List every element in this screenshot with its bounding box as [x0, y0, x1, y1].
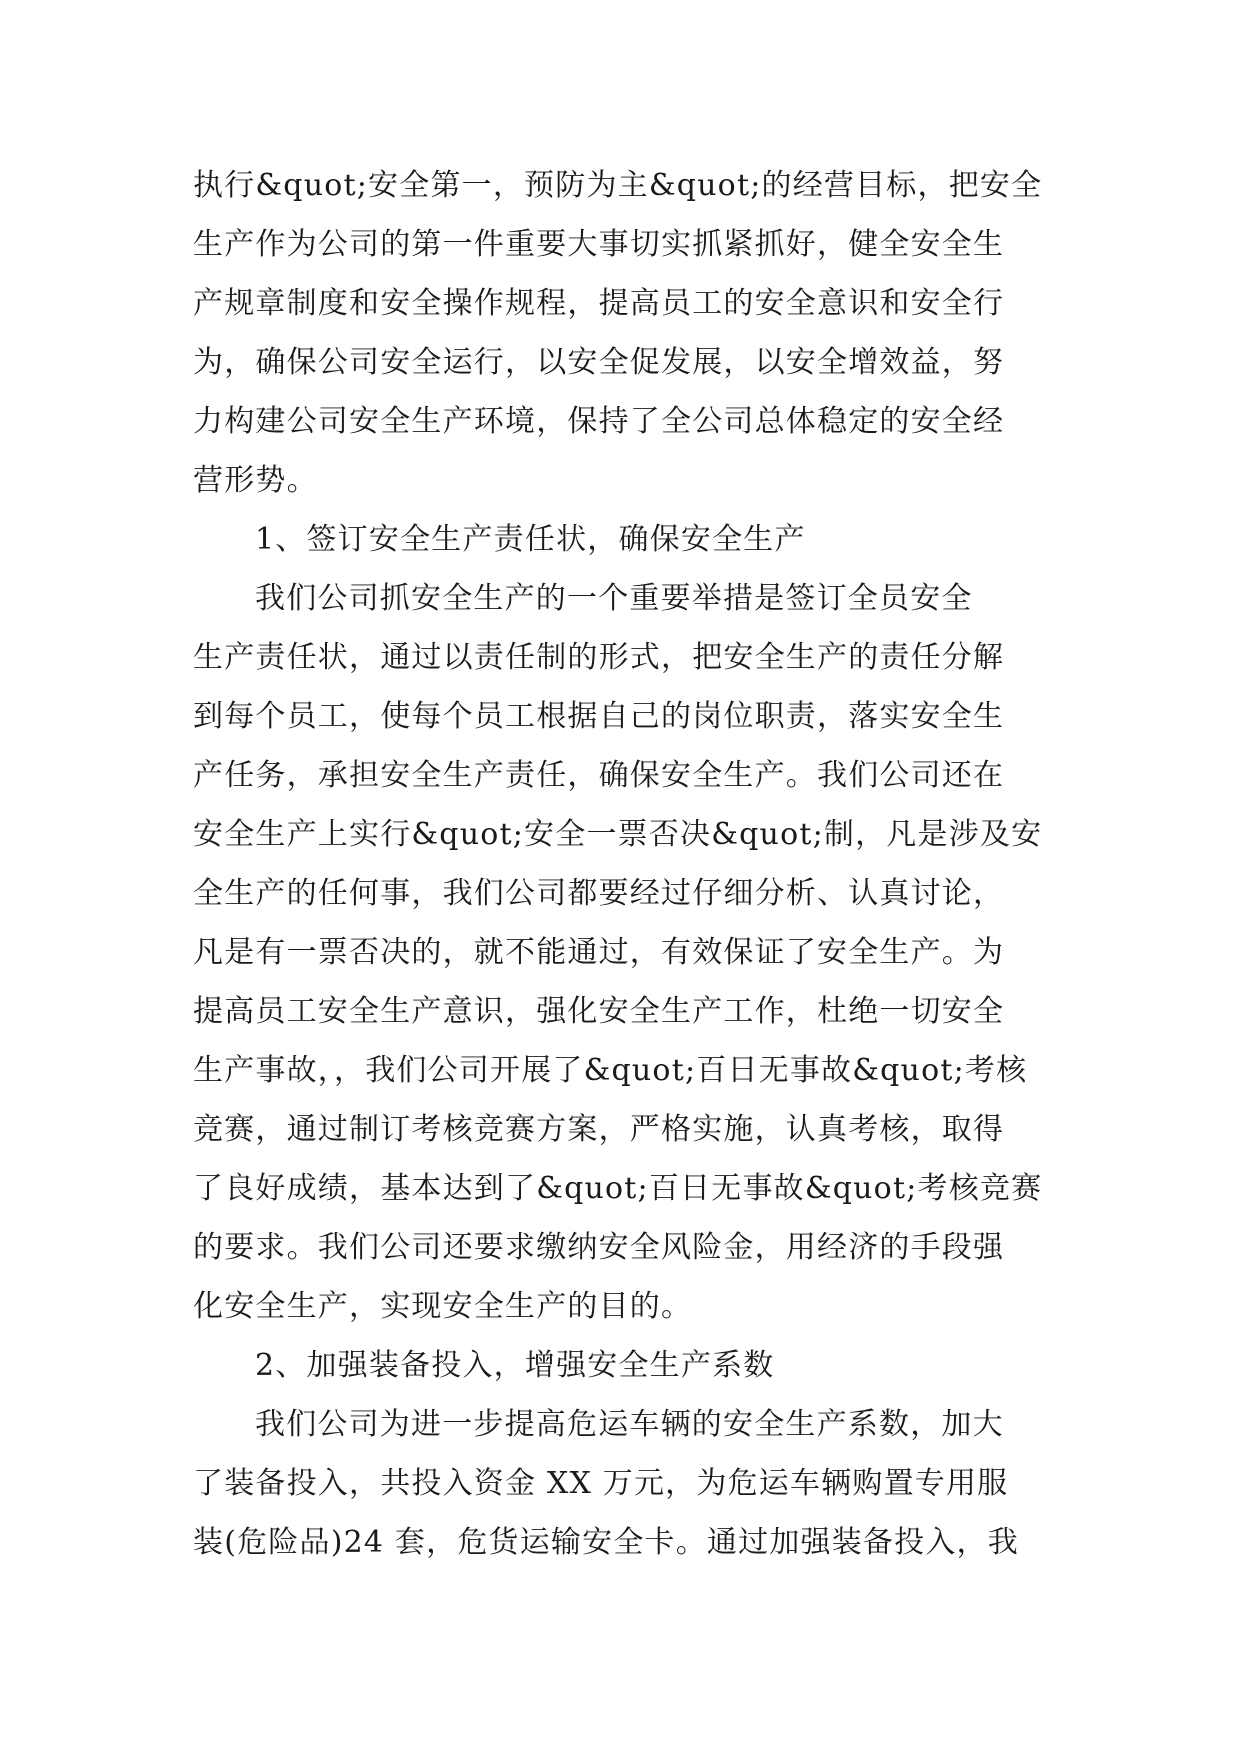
paragraph-line: 了装备投入，共投入资金 XX 万元，为危运车辆购置专用服 — [193, 1466, 1009, 1501]
paragraph-line: 力构建公司安全生产环境，保持了全公司总体稳定的安全经 — [193, 404, 1005, 439]
paragraph-line: 安全生产上实行&quot;安全一票否决&quot;制，凡是涉及安 — [193, 817, 1043, 852]
paragraph-line: 生产责任状，通过以责任制的形式，把安全生产的责任分解 — [193, 640, 1005, 675]
paragraph-line: 营形势。 — [193, 463, 318, 498]
section-heading-1: 1、签订安全生产责任状，确保安全生产 — [255, 522, 806, 557]
paragraph-line: 生产作为公司的第一件重要大事切实抓紧抓好，健全安全生 — [193, 227, 1005, 262]
paragraph-line: 凡是有一票否决的，就不能通过，有效保证了安全生产。为 — [193, 935, 1005, 970]
paragraph-line: 到每个员工，使每个员工根据自己的岗位职责，落实安全生 — [193, 699, 1005, 734]
paragraph-line: 生产事故，，我们公司开展了&quot;百日无事故&quot;考核 — [193, 1053, 1028, 1088]
paragraph-line: 了良好成绩，基本达到了&quot;百日无事故&quot;考核竞赛 — [193, 1171, 1043, 1206]
document-body — [193, 156, 1053, 1572]
paragraph-line: 竞赛，通过制订考核竞赛方案，严格实施，认真考核，取得 — [193, 1112, 1005, 1147]
paragraph-line: 执行&quot;安全第一，预防为主&quot;的经营目标，把安全 — [193, 168, 1043, 203]
paragraph-line: 我们公司为进一步提高危运车辆的安全生产系数，加大 — [255, 1407, 1004, 1442]
paragraph-line: 产规章制度和安全操作规程，提高员工的安全意识和安全行 — [193, 286, 1005, 321]
paragraph-line: 我们公司抓安全生产的一个重要举措是签订全员安全 — [255, 581, 973, 616]
paragraph-line: 提高员工安全生产意识，强化安全生产工作，杜绝一切安全 — [193, 994, 1005, 1029]
paragraph-line: 化安全生产，实现安全生产的目的。 — [193, 1289, 693, 1324]
paragraph-line: 全生产的任何事，我们公司都要经过仔细分析、认真讨论， — [193, 876, 1005, 911]
paragraph-line: 装(危险品)24 套，危货运输安全卡。通过加强装备投入，我 — [193, 1525, 1019, 1560]
paragraph-line: 的要求。我们公司还要求缴纳安全风险金，用经济的手段强 — [193, 1230, 1005, 1265]
paragraph-line: 产任务，承担安全生产责任，确保安全生产。我们公司还在 — [193, 758, 1005, 793]
paragraph-line: 为，确保公司安全运行，以安全促发展，以安全增效益，努 — [193, 345, 1005, 380]
section-heading-2: 2、加强装备投入，增强安全生产系数 — [255, 1348, 775, 1383]
